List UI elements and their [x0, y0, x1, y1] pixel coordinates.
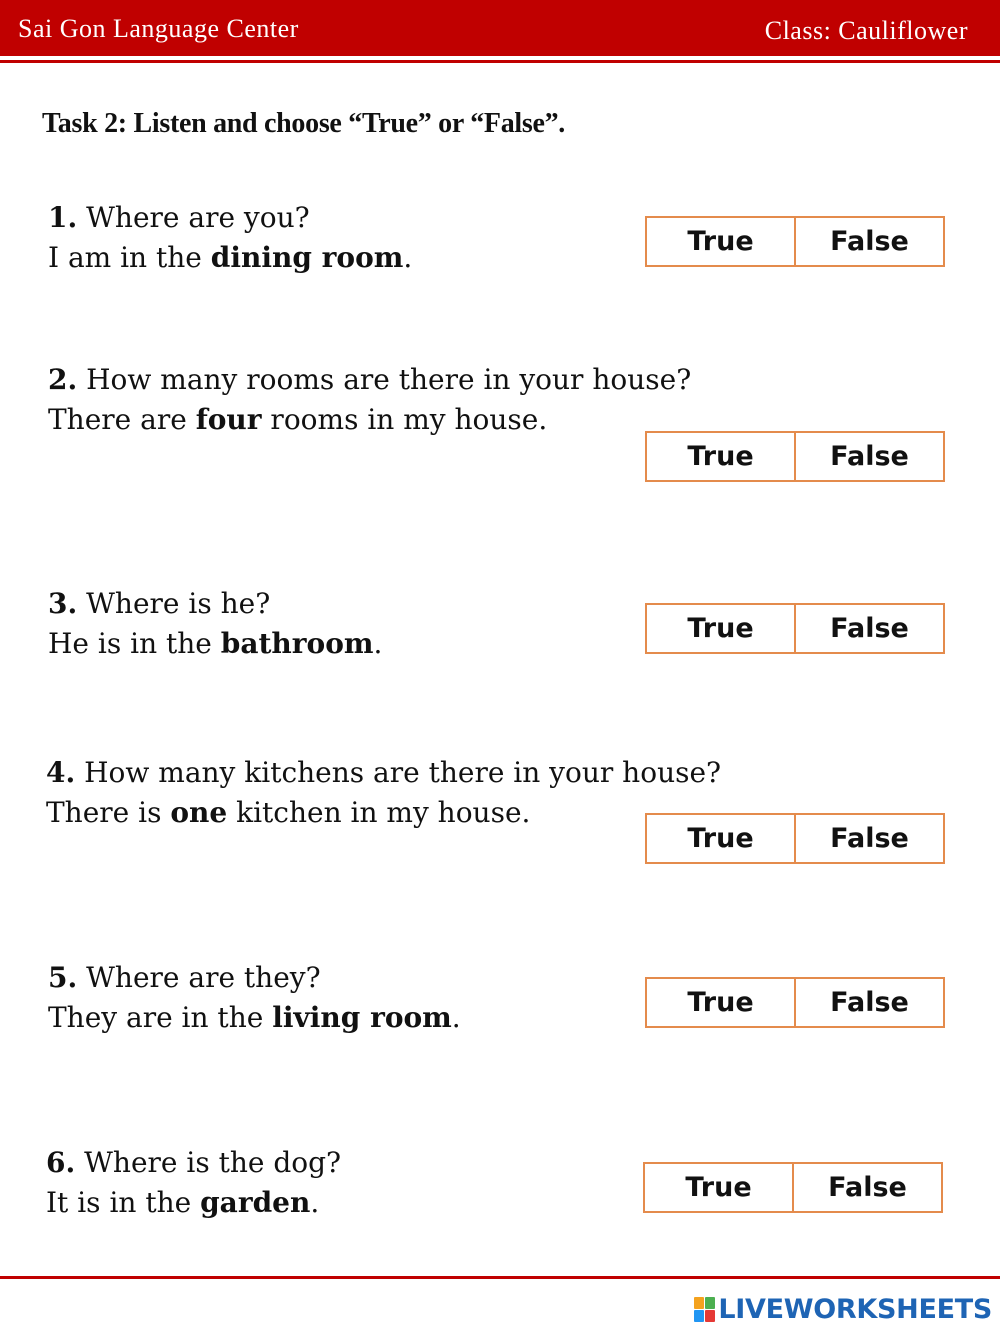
question-number: 4. [46, 756, 76, 789]
answer-text-end: . [451, 1001, 461, 1034]
false-option-6[interactable]: False [792, 1164, 941, 1211]
liveworksheets-icon [694, 1297, 715, 1322]
answer-keyword: one [170, 796, 228, 829]
answer-keyword: living room [272, 1001, 452, 1034]
question-3 [48, 584, 382, 664]
answer-keyword: bathroom [220, 627, 374, 660]
question-text: How many kitchens are there in your house? [75, 756, 722, 789]
answer-keyword: dining room [210, 241, 404, 274]
question-4 [46, 753, 721, 833]
answer-choice-5 [645, 977, 945, 1028]
footer-divider [0, 1276, 1000, 1279]
question-text: Where is the dog? [75, 1146, 342, 1179]
answer-text: There is [46, 796, 171, 829]
answer-choice-6 [643, 1162, 943, 1213]
true-option-3[interactable]: True [687, 613, 754, 644]
answer-text: I am in the [48, 241, 211, 274]
true-option-6[interactable]: True [685, 1172, 752, 1203]
question-number: 1. [48, 201, 78, 234]
answer-text: They are in the [48, 1001, 273, 1034]
question-2 [48, 360, 691, 440]
answer-keyword: garden [200, 1186, 311, 1219]
question-number: 5. [48, 961, 78, 994]
question-number: 3. [48, 587, 78, 620]
header-divider [0, 60, 1000, 63]
answer-choice-1 [645, 216, 945, 267]
question-number: 6. [46, 1146, 76, 1179]
answer-choice-2 [645, 431, 945, 482]
true-option-4[interactable]: True [687, 823, 754, 854]
class-label: Class: Cauliflower [764, 16, 968, 45]
center-name: Sai Gon Language Center [18, 14, 299, 43]
false-option-1[interactable]: False [794, 218, 943, 265]
question-5 [48, 958, 461, 1038]
question-1 [48, 198, 412, 278]
answer-text-end: rooms in my house. [261, 403, 548, 436]
answer-text-end: . [403, 241, 413, 274]
question-text: How many rooms are there in your house? [77, 363, 692, 396]
task-title: Task 2: Listen and choose “True” or “False”. [42, 108, 565, 139]
true-option-5[interactable]: True [687, 987, 754, 1018]
true-option-2[interactable]: True [687, 441, 754, 472]
answer-choice-4 [645, 813, 945, 864]
false-option-2[interactable]: False [794, 433, 943, 480]
false-option-4[interactable]: False [794, 815, 943, 862]
page-header [0, 0, 1000, 56]
question-text: Where are you? [77, 201, 310, 234]
answer-text: He is in the [48, 627, 221, 660]
answer-text-end: . [373, 627, 383, 660]
true-option-1[interactable]: True [687, 226, 754, 257]
answer-text: There are [48, 403, 196, 436]
liveworksheets-logo [694, 1294, 992, 1325]
question-6 [46, 1143, 341, 1223]
answer-text-end: . [310, 1186, 320, 1219]
false-option-5[interactable]: False [794, 979, 943, 1026]
answer-text: It is in the [46, 1186, 201, 1219]
false-option-3[interactable]: False [794, 605, 943, 652]
answer-choice-3 [645, 603, 945, 654]
question-text: Where is he? [77, 587, 271, 620]
question-text: Where are they? [77, 961, 321, 994]
answer-keyword: four [195, 403, 262, 436]
answer-text-end: kitchen in my house. [227, 796, 531, 829]
question-number: 2. [48, 363, 78, 396]
brand-name: LIVEWORKSHEETS [718, 1294, 992, 1325]
